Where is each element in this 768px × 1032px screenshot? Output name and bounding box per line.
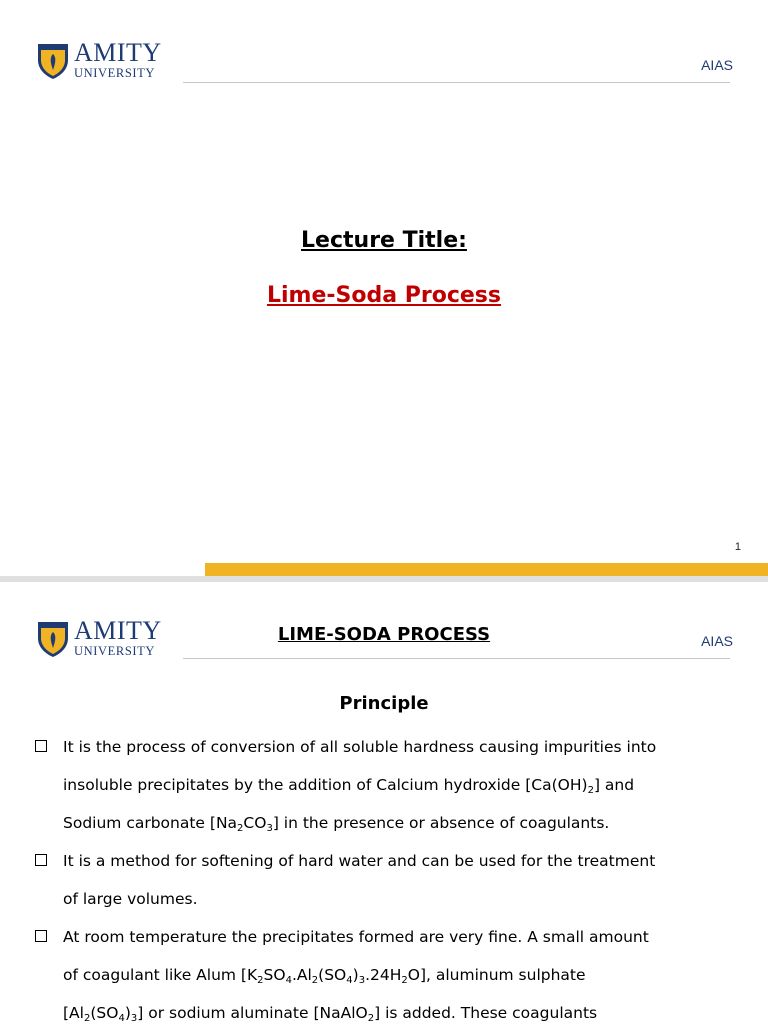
header-rule (183, 658, 730, 659)
slide-2 (0, 582, 768, 1024)
checkbox-bullet-icon (35, 740, 47, 752)
lecture-topic: Lime-Soda Process (267, 283, 501, 308)
institute-label: AIAS (701, 633, 733, 649)
bullet-item (35, 728, 735, 842)
bullet-line: of large volumes. (63, 890, 198, 908)
lecture-title-heading: Lecture Title: (301, 228, 467, 253)
header-rule (183, 82, 730, 83)
checkbox-bullet-icon (35, 854, 47, 866)
institute-label: AIAS (701, 57, 733, 73)
section-heading: Principle (339, 693, 429, 714)
bullet-line: It is the process of conversion of all soluble hardness causing impurities into (63, 738, 657, 756)
bullet-line: $[Al_2(SO_4)_3]$ or sodium aluminate [NaAlO$_2$] is added. These coagulants (63, 1004, 598, 1024)
slide-title: LIME-SODA PROCESS (277, 624, 491, 645)
logo-name: AMITY (74, 616, 162, 645)
logo-name: AMITY (74, 38, 162, 67)
bullet-item (35, 842, 735, 918)
footer-bar (205, 563, 768, 576)
logo-subtitle: UNIVERSITY (74, 644, 155, 658)
bullet-item (35, 918, 735, 1032)
amity-shield-icon (36, 40, 70, 80)
bullet-line: Sodium carbonate $[Na_2CO_3]$ in the presence or absence of coagulants. (63, 814, 610, 834)
logo-subtitle: UNIVERSITY (74, 66, 155, 80)
checkbox-bullet-icon (35, 930, 47, 942)
bullet-line: insoluble precipitates by the addition of Calcium hydroxide $[Ca(OH)_2]$ and (63, 776, 635, 796)
bullet-list (35, 728, 735, 1032)
bullet-line: of coagulant like Alum $[K_2SO_4.Al_2(SO_4)_3.24H_2O]$, aluminum sulphate (63, 966, 586, 986)
bullet-line: At room temperature the precipitates formed are very fine. A small amount (63, 928, 649, 946)
bullet-line: It is a method for softening of hard water and can be used for the treatment (63, 852, 656, 870)
amity-logo (36, 40, 176, 82)
page-number: 1 (734, 541, 741, 553)
